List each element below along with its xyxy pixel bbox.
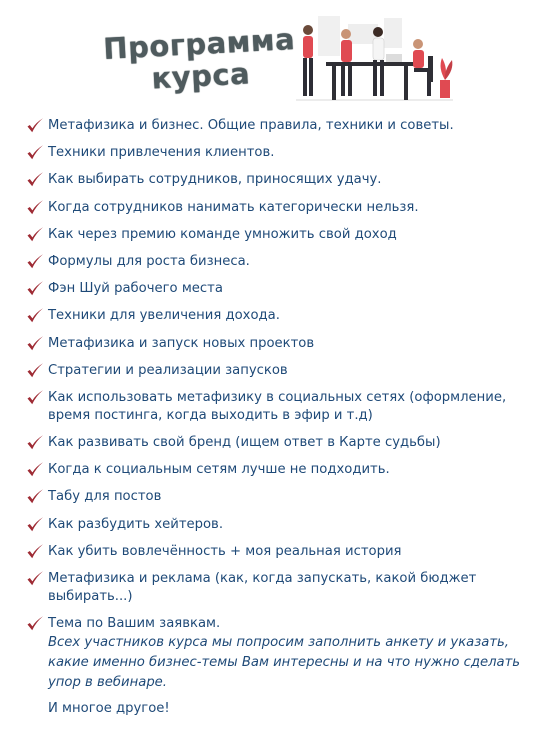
participants-note: Всех участников курса мы попросим заполнить анкету и указать, какие именно бизнес-темы Вам интересны и на что нужно сделать упор в вебинаре. bbox=[48, 635, 521, 690]
list-item bbox=[26, 570, 518, 606]
checkmark-icon bbox=[26, 307, 44, 325]
checkmark-icon bbox=[26, 253, 44, 271]
list-item-text: Табу для постов bbox=[48, 489, 162, 505]
list-item bbox=[26, 461, 536, 479]
list-item-text: Фэн Шуй рабочего места bbox=[48, 281, 223, 297]
list-item-text: Как развивать свой бренд (ищем ответ в Карте судьбы) bbox=[48, 435, 441, 451]
list-item bbox=[26, 362, 536, 380]
list-item-text: Как через премию команде умножить свой доход bbox=[48, 226, 397, 242]
list-item bbox=[26, 280, 536, 298]
list-item bbox=[26, 117, 536, 135]
team-meeting-illustration bbox=[288, 10, 458, 106]
list-item bbox=[26, 389, 518, 425]
list-item-text: Как убить вовлечённость + моя реальная история bbox=[48, 543, 402, 559]
checkmark-icon bbox=[26, 461, 44, 479]
list-item bbox=[26, 253, 536, 271]
title-line-2: курса bbox=[150, 56, 251, 96]
checkmark-icon bbox=[26, 570, 44, 588]
list-item bbox=[26, 171, 536, 189]
list-item-text: Метафизика и запуск новых проектов bbox=[48, 335, 315, 351]
list-item bbox=[26, 144, 536, 162]
checkmark-icon bbox=[26, 434, 44, 452]
list-item bbox=[26, 335, 536, 353]
checkmark-icon bbox=[26, 362, 44, 380]
checkmark-icon bbox=[26, 488, 44, 506]
list-item-text: Метафизика и реклама (как, когда запускать, какой бюджет выбирать...) bbox=[48, 571, 477, 604]
checkmark-icon bbox=[26, 171, 44, 189]
program-list bbox=[26, 117, 536, 642]
title-line-1: Программа bbox=[102, 22, 296, 67]
list-item bbox=[26, 226, 536, 244]
list-item bbox=[26, 488, 536, 506]
list-item-text: Стратегии и реализации запусков bbox=[48, 362, 288, 378]
list-item bbox=[26, 307, 536, 325]
list-item bbox=[26, 615, 536, 633]
checkmark-icon bbox=[26, 615, 44, 633]
list-item-text: Когда к социальным сетям лучше не подходить. bbox=[48, 462, 390, 478]
checkmark-icon bbox=[26, 280, 44, 298]
page-title bbox=[98, 23, 301, 97]
closing-text: И многое другое! bbox=[48, 701, 170, 716]
checkmark-icon bbox=[26, 516, 44, 534]
list-item bbox=[26, 434, 536, 452]
list-item-text: Формулы для роста бизнеса. bbox=[48, 253, 250, 269]
checkmark-icon bbox=[26, 117, 44, 135]
list-item-text: Когда сотрудников нанимать категорически нельзя. bbox=[48, 199, 419, 215]
checkmark-icon bbox=[26, 389, 44, 407]
list-item-text: Техники для увеличения дохода. bbox=[48, 308, 280, 324]
list-item-text: Как разбудить хейтеров. bbox=[48, 516, 224, 532]
checkmark-icon bbox=[26, 144, 44, 162]
checkmark-icon bbox=[26, 226, 44, 244]
checkmark-icon bbox=[26, 335, 44, 353]
list-item-text: Тема по Вашим заявкам. bbox=[48, 616, 221, 632]
list-item-text: Как использовать метафизику в социальных сетях (оформление, время постинга, когда выходить в эфир и т.д) bbox=[48, 389, 507, 423]
list-item bbox=[26, 199, 536, 217]
checkmark-icon bbox=[26, 199, 44, 217]
list-item-text: Как выбирать сотрудников, приносящих удачу. bbox=[48, 172, 382, 188]
list-item bbox=[26, 543, 536, 561]
list-item-text: Техники привлечения клиентов. bbox=[48, 145, 275, 161]
checkmark-icon bbox=[26, 543, 44, 561]
list-item-text: Метафизика и бизнес. Общие правила, техники и советы. bbox=[48, 118, 454, 133]
list-item bbox=[26, 516, 536, 534]
